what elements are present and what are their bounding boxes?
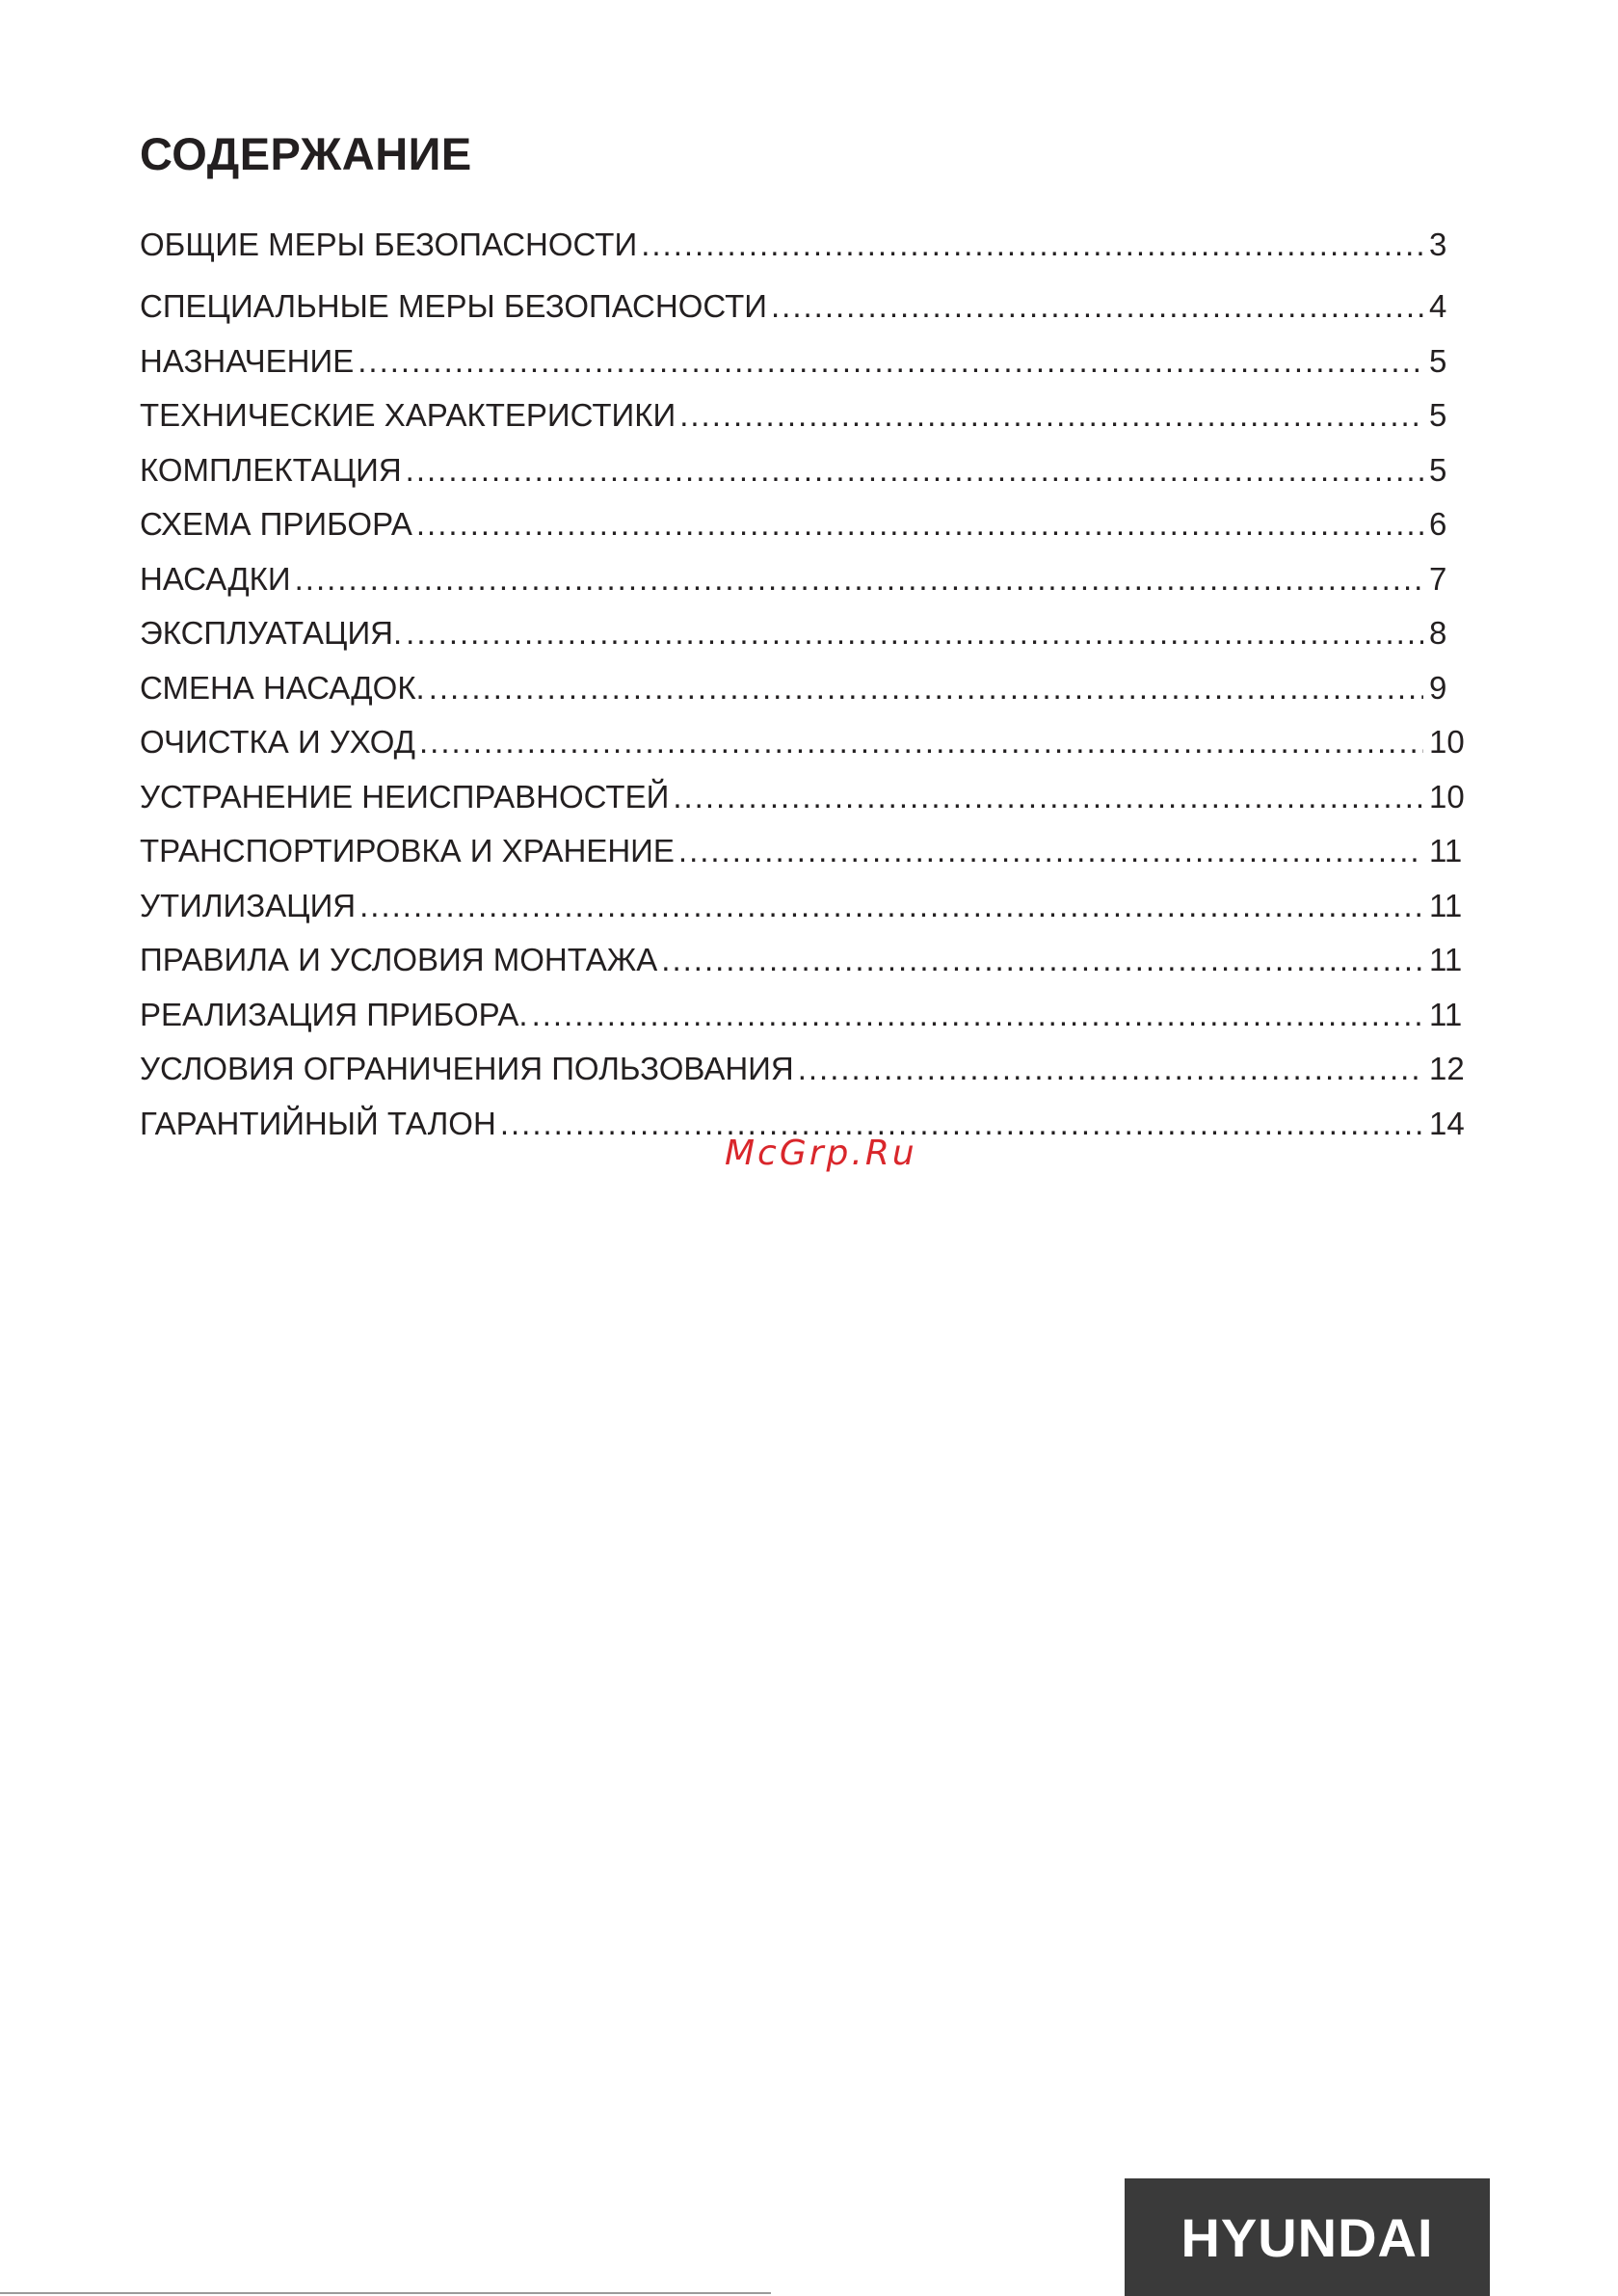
toc-dot-leader (678, 824, 1423, 879)
toc-dot-leader (798, 1042, 1423, 1097)
toc-entry-page: 9 (1429, 669, 1447, 706)
toc-entry-title: УТИЛИЗАЦИЯ (140, 887, 357, 923)
toc-dot-leader (679, 388, 1423, 443)
toc-entry[interactable] (140, 497, 1470, 552)
toc-entry-page: 3 (1429, 227, 1447, 262)
watermark-text: McGrp.Ru (725, 1134, 917, 1173)
toc-dot-leader (416, 497, 1423, 552)
toc-dot-leader (661, 933, 1423, 988)
toc-entry[interactable] (140, 879, 1470, 934)
toc-entry[interactable] (140, 334, 1470, 389)
table-of-contents (140, 218, 1470, 1151)
toc-entry-page: 5 (1429, 342, 1447, 379)
toc-dot-leader (532, 988, 1423, 1043)
bottom-rule (0, 2292, 771, 2294)
toc-entry-page: 11 (1429, 887, 1463, 923)
toc-entry-title: УСЛОВИЯ ОГРАНИЧЕНИЯ ПОЛЬЗОВАНИЯ (140, 1051, 794, 1086)
toc-dot-leader (359, 879, 1423, 934)
toc-entry[interactable] (140, 988, 1470, 1043)
toc-entry[interactable] (140, 280, 1470, 334)
toc-dot-leader (429, 661, 1423, 716)
toc-entry-page: 5 (1429, 451, 1447, 488)
toc-entry-title: ПРАВИЛА И УСЛОВИЯ МОНТАЖА (140, 942, 658, 977)
toc-entry-title: СПЕЦИАЛЬНЫЕ МЕРЫ БЕЗОПАСНОСТИ (140, 288, 767, 324)
page-title: СОДЕРЖАНИЕ (140, 128, 472, 179)
toc-dot-leader (419, 715, 1423, 770)
hyundai-logo (1125, 2178, 1490, 2296)
toc-entry[interactable] (140, 770, 1470, 825)
toc-entry-page: 11 (1429, 996, 1463, 1032)
toc-entry-title: РЕАЛИЗАЦИЯ ПРИБОРА. (140, 996, 528, 1032)
toc-entry[interactable] (140, 715, 1470, 770)
toc-entry[interactable] (140, 606, 1470, 661)
toc-dot-leader (406, 443, 1423, 498)
toc-entry-page: 5 (1429, 397, 1447, 433)
toc-entry-page: 10 (1429, 778, 1465, 814)
toc-entry-title: ОЧИСТКА И УХОД (140, 724, 416, 760)
toc-entry[interactable] (140, 824, 1470, 879)
toc-entry-page: 11 (1429, 942, 1463, 977)
toc-entry[interactable] (140, 388, 1470, 443)
toc-entry-title: УСТРАНЕНИЕ НЕИСПРАВНОСТЕЙ (140, 778, 670, 814)
toc-entry-title: СМЕНА НАСАДОК. (140, 669, 425, 706)
toc-entry-page: 10 (1429, 724, 1465, 760)
brand-name: HYUNDAI (1180, 2206, 1434, 2268)
toc-entry-title: ЭКСПЛУАТАЦИЯ. (140, 615, 403, 651)
toc-entry-title: СХЕМА ПРИБОРА (140, 506, 412, 542)
toc-dot-leader (641, 218, 1423, 273)
toc-entry-page: 11 (1429, 833, 1463, 868)
toc-dot-leader (358, 334, 1423, 389)
toc-entry[interactable] (140, 443, 1470, 498)
toc-dot-leader (406, 606, 1423, 661)
toc-entry-page: 8 (1429, 615, 1447, 651)
toc-entry-page: 4 (1429, 288, 1447, 324)
toc-entry[interactable] (140, 933, 1470, 988)
toc-entry-page: 6 (1429, 506, 1447, 542)
toc-dot-leader (673, 770, 1423, 825)
toc-entry[interactable] (140, 661, 1470, 716)
toc-entry-title: ТЕХНИЧЕСКИЕ ХАРАКТЕРИСТИКИ (140, 397, 676, 433)
toc-entry-page: 7 (1429, 560, 1447, 597)
toc-entry-title: НАЗНАЧЕНИЕ (140, 342, 355, 379)
toc-entry[interactable] (140, 218, 1470, 280)
toc-entry[interactable] (140, 1042, 1470, 1097)
toc-entry-page: 12 (1429, 1051, 1465, 1086)
toc-entry-title: НАСАДКИ (140, 560, 291, 597)
toc-dot-leader (771, 280, 1423, 334)
toc-entry-title: ОБЩИЕ МЕРЫ БЕЗОПАСНОСТИ (140, 227, 638, 262)
toc-entry-title: КОМПЛЕКТАЦИЯ (140, 451, 402, 488)
toc-dot-leader (500, 1097, 1423, 1152)
toc-entry-title: ГАРАНТИЙНЫЙ ТАЛОН (140, 1105, 496, 1141)
toc-entry-title: ТРАНСПОРТИРОВКА И ХРАНЕНИЕ (140, 833, 675, 868)
toc-entry-page: 14 (1429, 1105, 1465, 1141)
toc-entry[interactable] (140, 552, 1470, 607)
toc-dot-leader (295, 552, 1423, 607)
